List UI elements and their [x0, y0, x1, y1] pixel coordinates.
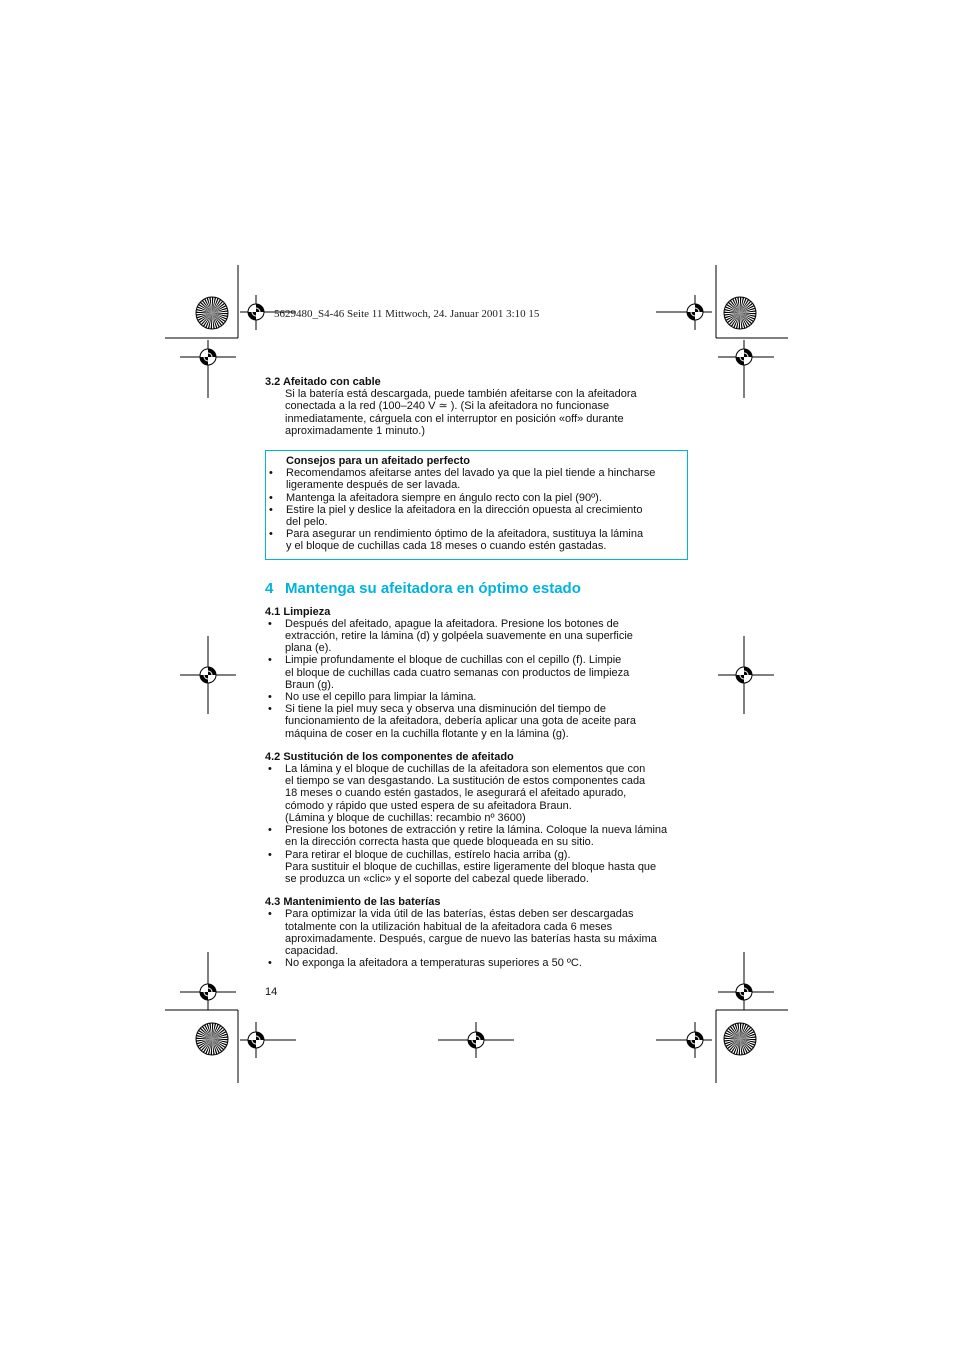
list-item — [265, 691, 690, 703]
text-line: aproximadamente 1 minuto.) — [285, 424, 426, 437]
tips-heading: Consejos para un afeitado perfecto — [286, 455, 470, 468]
list-item-line: el bloque de cuchillas cada cuatro semanas con productos de limpieza — [285, 666, 630, 679]
text-line: inmediatamente, cárguela con el interruptor en posición «off» durante — [285, 412, 624, 425]
section-title: Mantenga su afeitadora en óptimo estado — [285, 579, 581, 597]
s32-paragraph — [265, 388, 690, 437]
tips-list — [266, 467, 680, 552]
list-item — [265, 654, 690, 691]
list-item-line: • No use el cepillo para limpiar la lámina. — [285, 691, 477, 704]
list-item — [266, 467, 680, 491]
list-item-line: • Para optimizar la vida útil de las baterías, éstas deben ser descargadas — [285, 908, 634, 921]
list-item-line: • Después del afeitado, apague la afeitadora. Presione los botones de — [285, 617, 619, 630]
list-item-line: Para sustituir el bloque de cuchillas, estire ligeramente del bloque hasta que — [285, 860, 657, 873]
heading-3-2: 3.2 Afeitado con cable — [265, 376, 381, 388]
list-item — [265, 824, 690, 848]
heading-4-2: 4.2 Sustitución de los componentes de afeitado — [265, 750, 514, 763]
list-item-line: 18 meses o cuando estén gastados, le asegurará el afeitado apurado, — [285, 787, 627, 800]
list-item — [265, 703, 690, 740]
star-target — [724, 1023, 756, 1055]
list-item-line: capacidad. — [285, 944, 339, 957]
list-item-line: totalmente con la utilización habitual de la afeitadora cada 6 meses — [285, 920, 613, 933]
list-item-line: máquina de coser en la cuchilla flotante y en la lámina (g). — [285, 727, 569, 740]
list-item-line: extracción, retire la lámina (d) y golpéela suavemente en una superficie — [285, 630, 633, 643]
list-item-line: • Recomendamos afeitarse antes del lavado ya que la piel tiende a hincharse — [286, 467, 656, 480]
list-item-line: aproximadamente. Después, cargue de nuevo las baterías hasta su máxima — [285, 932, 657, 945]
list-item-line: • Estire la piel y deslice la afeitadora en la dirección opuesta al crecimiento — [286, 503, 643, 516]
list-item-line: • Limpie profundamente el bloque de cuchillas con el cepillo (f). Limpie — [285, 654, 622, 667]
list-item-line: • Si tiene la piel muy seca y observa una disminución del tiempo de — [285, 703, 607, 716]
page-number: 14 — [265, 986, 278, 998]
heading-4-1: 4.1 Limpieza — [265, 605, 331, 618]
list-item-line: se produzca un «clic» y el soporte del cabezal quede liberado. — [285, 872, 589, 885]
list-item-line: • Presione los botones de extracción y retire la lámina. Coloque la nueva lámina — [285, 824, 668, 837]
section-4-heading — [265, 580, 690, 598]
list-item — [265, 908, 690, 957]
list-item-line: el tiempo se van desgastando. La sustitución de estos componentes cada — [285, 775, 646, 788]
list-item-line: del pelo. — [286, 516, 328, 529]
text-line: conectada a la red (100–240 V ≃ ). (Si la afeitadora no funcionase — [285, 400, 610, 413]
list-item-line: (Lámina y bloque de cuchillas: recambio nº 3600) — [285, 811, 526, 824]
list-item-line: Braun (g). — [285, 678, 334, 691]
star-target — [724, 297, 756, 329]
s42-list — [265, 763, 690, 885]
list-item — [266, 492, 680, 504]
heading-4-3: 4.3 Mantenimiento de las baterías — [265, 896, 441, 909]
list-item — [266, 504, 680, 528]
list-item — [265, 618, 690, 655]
s43-list — [265, 908, 690, 969]
list-item — [265, 957, 690, 969]
list-item-line: • No exponga la afeitadora a temperaturas superiores a 50 ºC. — [285, 957, 582, 970]
star-target — [196, 1023, 228, 1055]
tips-box — [265, 450, 688, 560]
star-target — [196, 297, 228, 329]
list-item-line: • Para asegurar un rendimiento óptimo de la afeitadora, sustituya la lámina — [286, 528, 644, 541]
list-item — [266, 528, 680, 552]
section-number: 4 — [265, 579, 274, 597]
list-item-line: • La lámina y el bloque de cuchillas de la afeitadora son elementos que con — [285, 763, 646, 776]
list-item-line: • Mantenga la afeitadora siempre en ángulo recto con la piel (90º). — [286, 491, 602, 504]
list-item — [265, 849, 690, 886]
page-content — [265, 376, 690, 969]
s41-list — [265, 618, 690, 740]
list-item-line: plana (e). — [285, 642, 332, 655]
list-item-line: ligeramente después de ser lavada. — [286, 479, 461, 492]
list-item-line: en la dirección correcta hasta que quede bloqueada en su sitio. — [285, 836, 594, 849]
print-slug: 5629480_S4-46 Seite 11 Mittwoch, 24. Januar 2001 3:10 15 — [274, 308, 540, 320]
list-item-line: funcionamiento de la afeitadora, debería aplicar una gota de aceite para — [285, 715, 637, 728]
list-item-line: cómodo y rápido que usted espera de su afeitadora Braun. — [285, 799, 572, 812]
list-item — [265, 763, 690, 824]
list-item-line: • Para retirar el bloque de cuchillas, estírelo hacia arriba (g). — [285, 848, 571, 861]
text-line: Si la batería está descargada, puede también afeitarse con la afeitadora — [285, 388, 637, 401]
list-item-line: y el bloque de cuchillas cada 18 meses o cuando estén gastadas. — [286, 540, 607, 553]
